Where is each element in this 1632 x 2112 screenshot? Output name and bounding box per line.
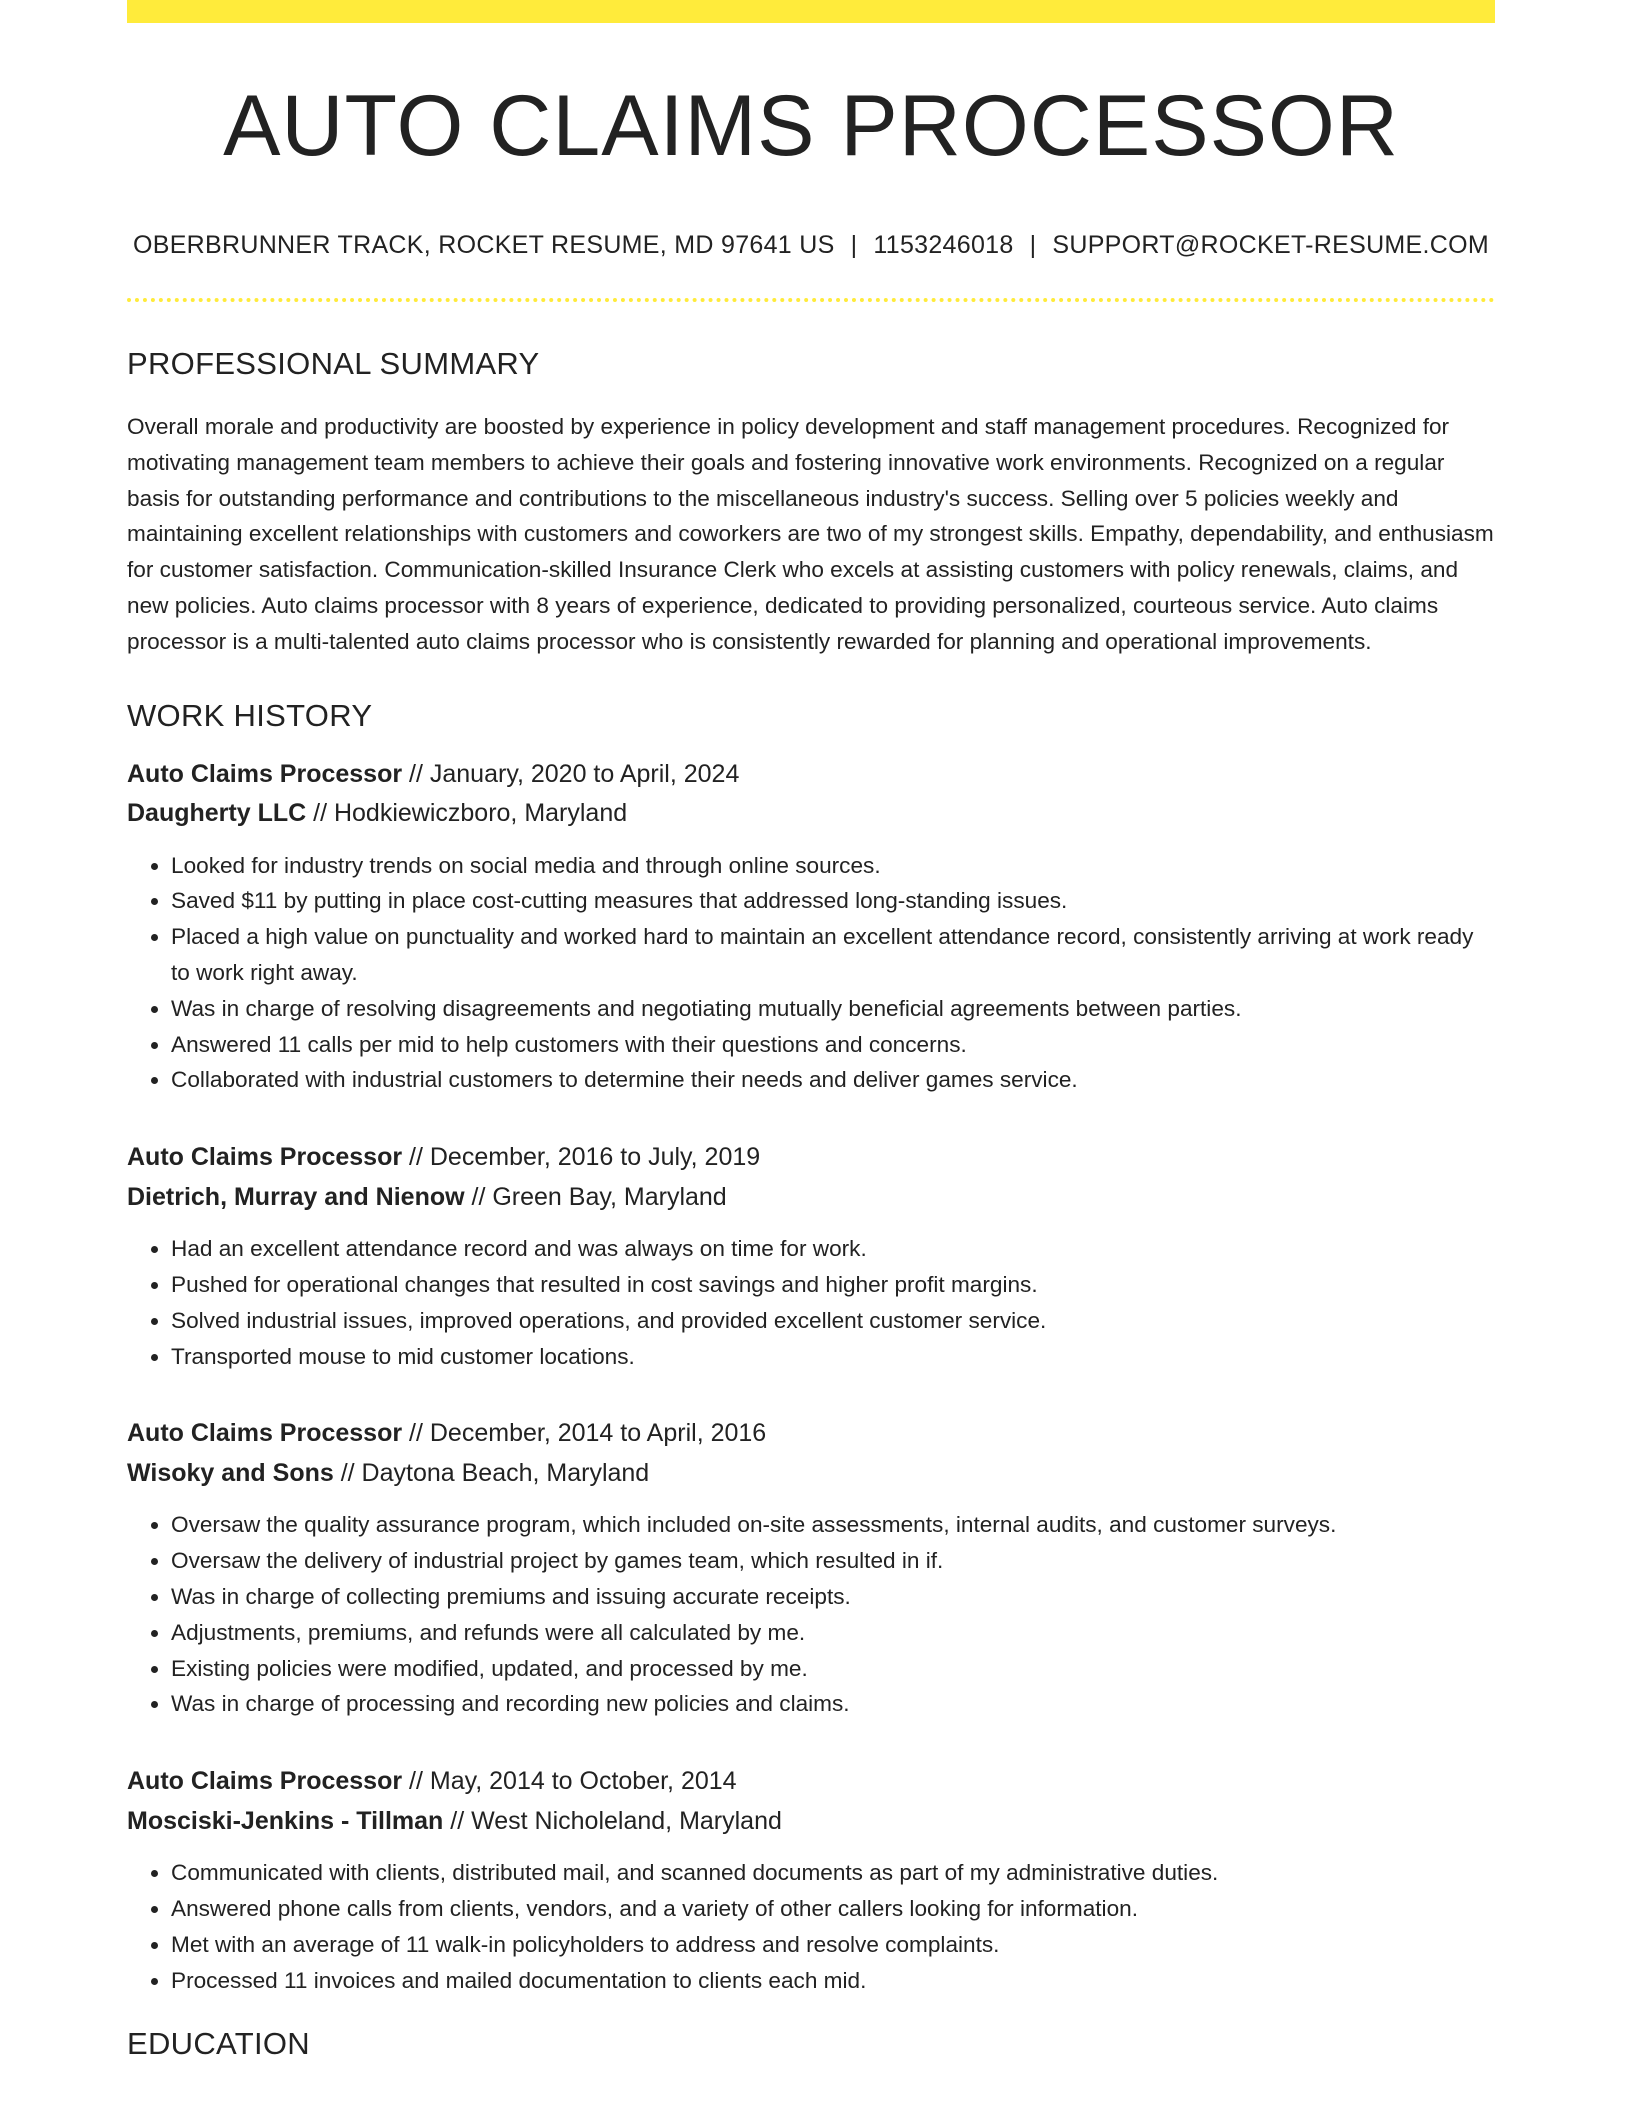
job-company: Daugherty LLC [127,799,307,828]
duty-item: • Was in charge of collecting premiums and issuing accurate receipts. [171,1579,1495,1615]
job-title-line [127,1138,1495,1178]
job-company-line [127,1178,1495,1218]
job-location: // West Nicholeland, Maryland [443,1806,782,1835]
job-role: Auto Claims Processor [127,1143,403,1172]
contact-separator: | [1029,231,1037,259]
resume-title: AUTO CLAIMS PROCESSOR [223,78,1399,174]
work-history-heading: WORK HISTORY [127,697,373,733]
resume-page [127,0,1495,2062]
contact-phone: 1153246018 [873,231,1014,259]
duty-item: • Transported mouse to mid customer locations. [171,1339,1495,1375]
contact-email: SUPPORT@ROCKET-RESUME.COM [1052,231,1490,259]
job-role: Auto Claims Processor [127,759,403,788]
duty-item: • Communicated with clients, distributed mail, and scanned documents as part of my administrative duties. [171,1855,1495,1891]
job-company-line [127,794,1495,834]
duty-item: • Saved $11 by putting in place cost-cutting measures that addressed long-standing issues. [171,883,1495,919]
job-company: Dietrich, Murray and Nienow [127,1182,465,1211]
job-location: // Hodkiewiczboro, Maryland [306,799,628,828]
summary-heading: PROFESSIONAL SUMMARY [127,346,540,381]
job-duties-list [127,1507,1495,1722]
duty-item: • Collaborated with industrial customers to determine their needs and deliver games service. [171,1062,1495,1098]
job-entry [127,755,1495,1099]
contact-separator: | [850,231,858,259]
work-history-list [127,755,1495,1999]
dotted-divider [127,298,1495,302]
duty-item: • Adjustments, premiums, and refunds were all calculated by me. [171,1615,1495,1651]
job-dates: // December, 2014 to April, 2016 [402,1419,767,1448]
job-duties-list [127,1855,1495,1998]
job-company-line [127,1454,1495,1494]
duty-item: • Answered phone calls from clients, vendors, and a variety of other callers looking for information. [171,1891,1495,1927]
job-role: Auto Claims Processor [127,1419,403,1448]
job-entry [127,1138,1495,1374]
duty-item: • Looked for industry trends on social media and through online sources. [171,848,1495,884]
job-dates: // May, 2014 to October, 2014 [402,1767,737,1796]
job-title-line [127,1762,1495,1802]
duty-item: • Placed a high value on punctuality and worked hard to maintain an excellent attendance record, consistently arriving at work ready to work right away. [171,919,1495,991]
job-entry [127,1414,1495,1722]
job-location: // Green Bay, Maryland [464,1182,727,1211]
duty-item: • Was in charge of resolving disagreements and negotiating mutually beneficial agreements between parties. [171,991,1495,1027]
job-company-line [127,1802,1495,1842]
job-dates: // December, 2016 to July, 2019 [402,1143,761,1172]
duty-item: • Oversaw the quality assurance program, which included on-site assessments, internal audits, and customer surveys. [171,1507,1495,1543]
duty-item: • Solved industrial issues, improved operations, and provided excellent customer service. [171,1303,1495,1339]
summary-text: Overall morale and productivity are boosted by experience in policy development and staff management procedures. Recognized for motivating management team members to achieve their goals and fostering innovative work environments. Recognized on a regular basis for outstanding performance and contributions to the miscellaneous industry's success. Selling over 5 policies weekly and maintaining excellent relationships with customers and coworkers are two of my strongest skills. Empathy, dependability, and enthusiasm for customer satisfaction. Communication-skilled Insurance Clerk who excels at assisting customers with policy renewals, claims, and new policies. Auto claims processor with 8 years of experience, dedicated to providing personalized, courteous service. Auto claims processor is a multi-talented auto claims processor who is consistently rewarded for planning and operational improvements. [127,414,1494,654]
job-duties-list [127,848,1495,1099]
job-title-line [127,1414,1495,1454]
duty-item: • Existing policies were modified, updated, and processed by me. [171,1651,1495,1687]
job-title-line [127,755,1495,795]
job-dates: // January, 2020 to April, 2024 [402,759,740,788]
job-role: Auto Claims Processor [127,1767,403,1796]
job-company: Wisoky and Sons [127,1458,334,1487]
job-entry [127,1762,1495,1998]
job-location: // Daytona Beach, Maryland [333,1458,650,1487]
duty-item: • Was in charge of processing and recording new policies and claims. [171,1686,1495,1722]
duty-item: • Answered 11 calls per mid to help customers with their questions and concerns. [171,1027,1495,1063]
duty-item: • Processed 11 invoices and mailed documentation to clients each mid. [171,1963,1495,1999]
job-company: Mosciski-Jenkins - Tillman [127,1806,444,1835]
duty-item: • Met with an average of 11 walk-in policyholders to address and resolve complaints. [171,1927,1495,1963]
duty-item: • Oversaw the delivery of industrial project by games team, which resulted in if. [171,1543,1495,1579]
duty-item: • Pushed for operational changes that resulted in cost savings and higher profit margins. [171,1267,1495,1303]
education-heading: EDUCATION [127,2026,310,2062]
contact-address: OBERBRUNNER TRACK, ROCKET RESUME, MD 97641 US [132,231,835,259]
duty-item: • Had an excellent attendance record and was always on time for work. [171,1231,1495,1267]
contact-line [127,233,1495,258]
accent-top-bar [127,0,1495,23]
job-duties-list [127,1231,1495,1374]
